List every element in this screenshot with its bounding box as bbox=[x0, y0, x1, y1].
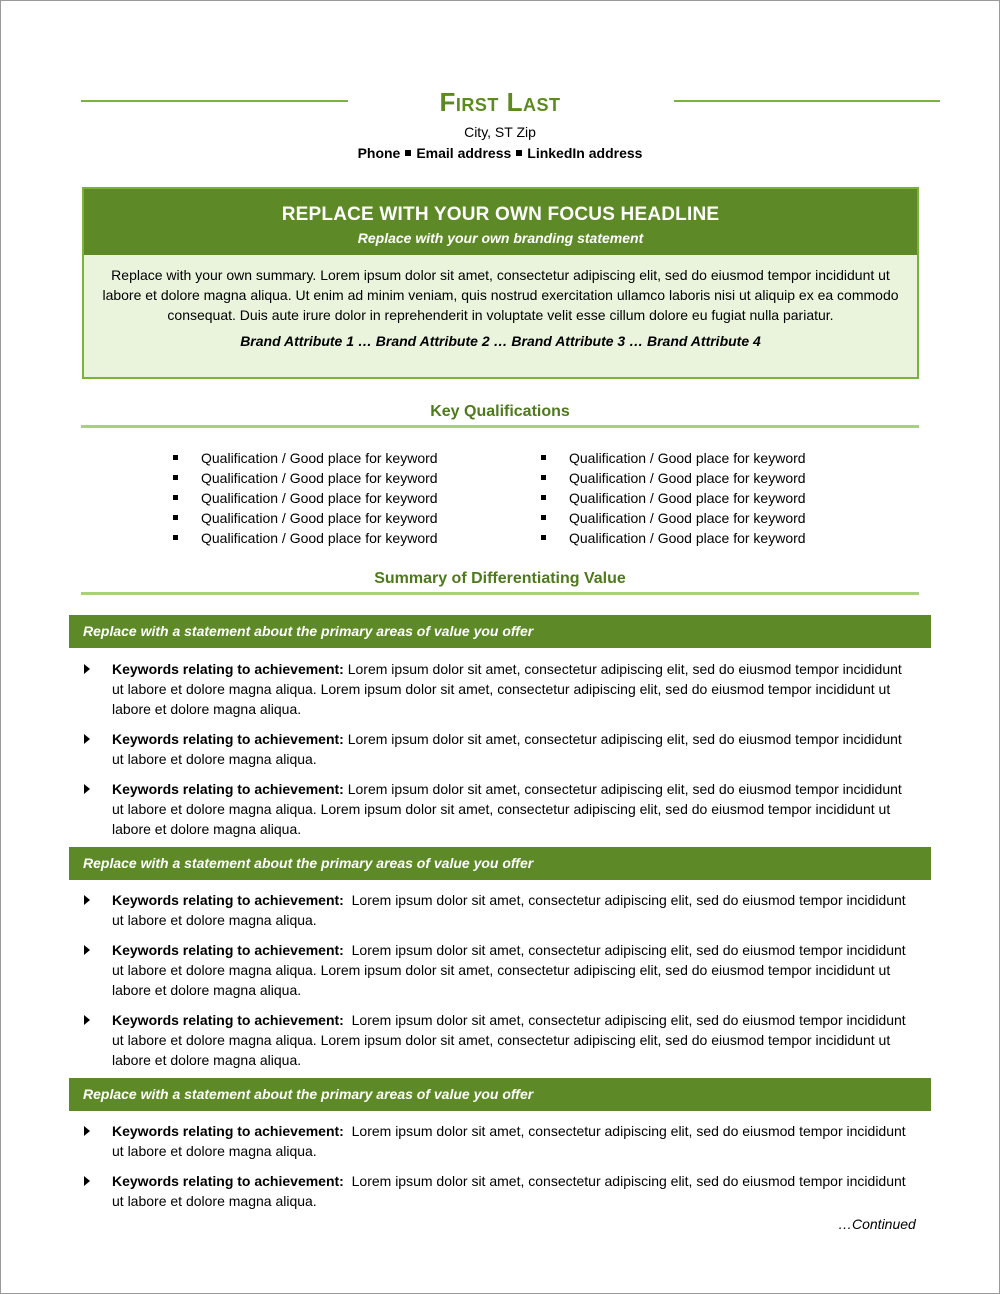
value-statement-band: Replace with a statement about the primary areas of value you offer bbox=[69, 847, 931, 880]
triangle-bullet-icon bbox=[84, 784, 90, 794]
value-statement-band: Replace with a statement about the primary areas of value you offer bbox=[69, 615, 931, 648]
triangle-bullet-icon bbox=[84, 1015, 90, 1025]
differentiating-value-title: Summary of Differentiating Value bbox=[374, 570, 626, 587]
candidate-name: First Last bbox=[439, 87, 561, 117]
qualification-item: Qualification / Good place for keyword bbox=[170, 468, 438, 488]
triangle-bullet-icon bbox=[84, 895, 90, 905]
qualification-item: Qualification / Good place for keyword bbox=[170, 528, 438, 548]
qualification-item: Qualification / Good place for keyword bbox=[170, 488, 438, 508]
triangle-bullet-icon bbox=[84, 1126, 90, 1136]
square-bullet-icon bbox=[541, 535, 546, 540]
key-qualifications-title: Key Qualifications bbox=[430, 403, 570, 420]
value-statement-band: Replace with a statement about the primary areas of value you offer bbox=[69, 1078, 931, 1111]
qualification-item: Qualification / Good place for keyword bbox=[538, 448, 806, 468]
qualification-item: Qualification / Good place for keyword bbox=[538, 528, 806, 548]
square-bullet-icon bbox=[541, 475, 546, 480]
city-line: City, ST Zip bbox=[464, 124, 536, 140]
square-bullet-icon bbox=[173, 535, 178, 540]
qualifications-right-column bbox=[538, 448, 806, 548]
continued-label: …Continued bbox=[838, 1216, 916, 1232]
achievement-list bbox=[80, 659, 910, 849]
square-bullet-icon bbox=[173, 495, 178, 500]
qualification-item: Qualification / Good place for keyword bbox=[170, 448, 438, 468]
brand-attributes: Brand Attribute 1 … Brand Attribute 2 … Brand Attribute 3 … Brand Attribute 4 bbox=[240, 333, 761, 349]
triangle-bullet-icon bbox=[84, 664, 90, 674]
focus-headline: REPLACE WITH YOUR OWN FOCUS HEADLINE bbox=[281, 204, 720, 225]
section-rule bbox=[81, 592, 919, 595]
achievement-item: Keywords relating to achievement: Lorem ipsum dolor sit amet, consectetur adipiscing elit, sed do eiusmod tempor incididunt ut labore et dolore magna aliqua. Lorem ipsum dolor sit amet, consectetur adipiscing elit, sed do eiusmod tempor incididunt ut labore et dolore magna aliqua. bbox=[80, 779, 910, 839]
achievement-list bbox=[80, 1121, 910, 1221]
qualification-item: Qualification / Good place for keyword bbox=[538, 508, 806, 528]
achievement-list bbox=[80, 890, 910, 1080]
triangle-bullet-icon bbox=[84, 945, 90, 955]
achievement-item: Keywords relating to achievement: Lorem ipsum dolor sit amet, consectetur adipiscing elit, sed do eiusmod tempor incididunt ut labore et dolore magna aliqua. bbox=[80, 1121, 910, 1161]
achievement-item: Keywords relating to achievement: Lorem ipsum dolor sit amet, consectetur adipiscing elit, sed do eiusmod tempor incididunt ut labore et dolore magna aliqua. bbox=[80, 729, 910, 769]
square-bullet-icon bbox=[541, 515, 546, 520]
contact-line bbox=[0, 145, 1000, 161]
contact-linkedin: LinkedIn address bbox=[527, 145, 643, 161]
qualifications-left-column bbox=[170, 448, 438, 548]
qualification-item: Qualification / Good place for keyword bbox=[538, 488, 806, 508]
summary-text: Replace with your own summary. Lorem ipsum dolor sit amet, consectetur adipiscing elit, sed do eiusmod tempor incididunt ut labore et dolore magna aliqua. Ut enim ad minim veniam, quis nostrud exercitation ullamco laboris nisi ut aliquip ex ea commodo consequat. Duis aute irure dolor in reprehenderit in voluptate velit esse cillum dolore eu fugiat nulla pariatur. bbox=[102, 267, 899, 323]
triangle-bullet-icon bbox=[84, 734, 90, 744]
qualification-item: Qualification / Good place for keyword bbox=[170, 508, 438, 528]
square-bullet-icon bbox=[173, 455, 178, 460]
achievement-item: Keywords relating to achievement: Lorem ipsum dolor sit amet, consectetur adipiscing elit, sed do eiusmod tempor incididunt ut labore et dolore magna aliqua. bbox=[80, 1171, 910, 1211]
bullet-separator bbox=[405, 150, 411, 156]
square-bullet-icon bbox=[541, 495, 546, 500]
achievement-item: Keywords relating to achievement: Lorem ipsum dolor sit amet, consectetur adipiscing elit, sed do eiusmod tempor incididunt ut labore et dolore magna aliqua. Lorem ipsum dolor sit amet, consectetur adipiscing elit, sed do eiusmod tempor incididunt ut labore et dolore magna aliqua. bbox=[80, 659, 910, 719]
contact-phone: Phone bbox=[357, 145, 401, 161]
square-bullet-icon bbox=[173, 515, 178, 520]
contact-email: Email address bbox=[416, 145, 512, 161]
achievement-item: Keywords relating to achievement: Lorem ipsum dolor sit amet, consectetur adipiscing elit, sed do eiusmod tempor incididunt ut labore et dolore magna aliqua. Lorem ipsum dolor sit amet, consectetur adipiscing elit, sed do eiusmod tempor incididunt ut labore et dolore magna aliqua. bbox=[80, 940, 910, 1000]
branding-statement: Replace with your own branding statement bbox=[357, 230, 644, 246]
focus-box bbox=[82, 187, 919, 379]
achievement-item: Keywords relating to achievement: Lorem ipsum dolor sit amet, consectetur adipiscing elit, sed do eiusmod tempor incididunt ut labore et dolore magna aliqua. Lorem ipsum dolor sit amet, consectetur adipiscing elit, sed do eiusmod tempor incididunt ut labore et dolore magna aliqua. bbox=[80, 1010, 910, 1070]
square-bullet-icon bbox=[541, 455, 546, 460]
square-bullet-icon bbox=[173, 475, 178, 480]
achievement-item: Keywords relating to achievement: Lorem ipsum dolor sit amet, consectetur adipiscing elit, sed do eiusmod tempor incididunt ut labore et dolore magna aliqua. bbox=[80, 890, 910, 930]
triangle-bullet-icon bbox=[84, 1176, 90, 1186]
section-rule bbox=[81, 425, 919, 428]
bullet-separator bbox=[516, 150, 522, 156]
qualification-item: Qualification / Good place for keyword bbox=[538, 468, 806, 488]
focus-header bbox=[84, 189, 917, 255]
